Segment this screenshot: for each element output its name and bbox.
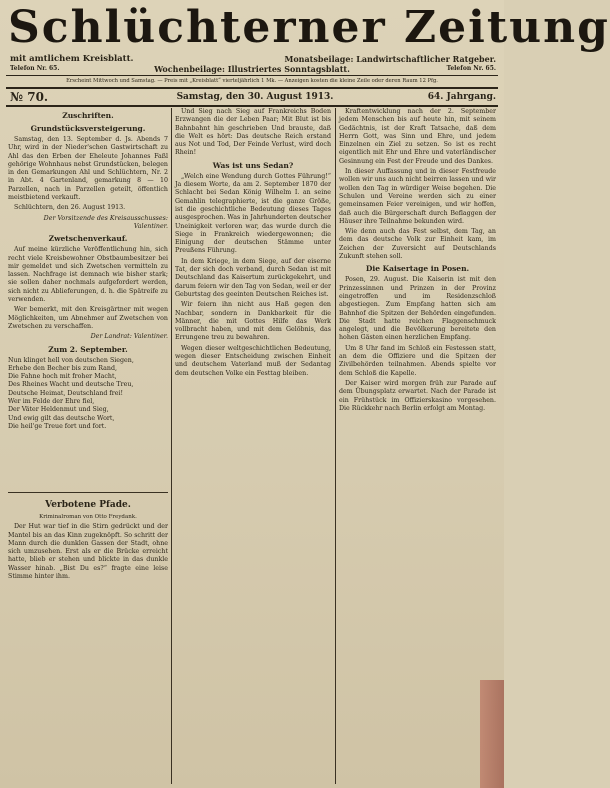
issue-year: 64. Jahrgang.	[427, 92, 496, 102]
verse-line: Erhebe den Becher bis zum Rand,	[8, 364, 117, 372]
paragraph: Der Kaiser wird morgen früh zur Parade auf dem Übungsplatz erwartet. Nach der Parade ist ein Frühstück im Offizierskasino vorgesehen. Die Rückkehr nach Berlin erfolgt am Montag.	[339, 379, 496, 412]
column-2	[175, 108, 331, 784]
verse-line: Die Fahne hoch mit froher Macht,	[8, 373, 117, 381]
paragraph: In dieser Auffassung und in dieser Festfreude wollen wir uns auch nicht beirren lassen und wir wollen den Tag in würdiger Weise begehen. Die Schulen und Vereine werden sich zu einer gemeinsamen Feier vereinigen, und wir hoffen, daß auch die Bürgerschaft durch Beflaggen der Häuser ihre Teilnahme bekunden wird.	[339, 168, 496, 225]
heading: Was ist uns Sedan?	[212, 160, 294, 170]
paragraph: Um 8 Uhr fand im Schloß ein Festessen statt, an dem die Offiziere und die Spitzen der Zivilbehörden teilnahmen. Abends spielte vor dem Schloß die Kapelle.	[339, 344, 496, 377]
issue-number: № 70.	[10, 90, 49, 104]
masthead-title: Schlüchterner Zeitung	[8, 2, 610, 53]
heading: Grundstücksversteigerung.	[30, 124, 146, 133]
heading: Die Kaisertage in Posen.	[365, 264, 470, 274]
paragraph: Posen, 29. August. Die Kaiserin ist mit den Prinzessinnen und Prinzen in der Provinz eingetroffen und im Residenzschloß abgestiegen. Zum Empfang hatten sich am Bahnhof die Spitzen der Behörden eingefunden. Die Stadt hatte reichen Flaggenschmuck angelegt, und die Bevölkerung bereitete den hohen Gästen einen herzlichen Empfang.	[339, 276, 496, 342]
paragraph: „Welch eine Wendung durch Gottes Führung!“ Ja diesem Worte, da am 2. September 1870 der Schlacht bei Sedan König Wilhelm I. an seine Gemahlin telegraphierte, ist die ganze Größe, ist die geschichtliche Bedeutung dieses Tages ausgesprochen. Was in Jahrhunderten deutscher Uneinigkeit verloren war, das wurde durch die Siege in Frankreich wiedergewonnen; die Einigung der deutschen Stämme unter Preußens Führung.	[175, 172, 331, 255]
phone-left: Telefon Nr. 65.	[10, 65, 60, 72]
tagline-left: mit amtlichem Kreisblatt.	[10, 54, 134, 64]
serial-title: Verbotene Pfade.	[45, 500, 131, 510]
paper-stain	[480, 680, 504, 788]
heading: Zum 2. September.	[48, 344, 128, 354]
phone-right: Telefon Nr. 65.	[446, 65, 496, 72]
paragraph: Samstag, den 13. September d. Js. Abends 7 Uhr, wird in der Nieder'schen Gastwirtschaft zu Ahl das den Erben der Eheleute Johannes Faßl gehörige Wohnhaus nebst Grundstücken, belegen in den Gemarkungen Ahl und Schlüchtern, Nr. 2 in Abt. 4 Gartenland, gemarkung 8 — 10 Parzellen, nach in Parzellen geteilt, öffentlich meistbietend verkauft.	[8, 136, 168, 202]
signature: Der Landrat: Valentiner.	[90, 333, 168, 341]
verse-line: Die heil'ge Treue fort und fort.	[8, 422, 107, 430]
heading: Zuschriften.	[62, 111, 114, 120]
column-1-upper	[8, 108, 168, 486]
serial-author: Kriminalroman von Otto Freydank.	[39, 514, 137, 520]
column-divider	[171, 108, 172, 784]
paragraph: Wie denn auch das Fest selbst, dem Tag, an dem das deutsche Volk zur Einheit kam, im Zeichen der Zuversicht auf Deutschlands Zukunft stehen soll.	[339, 228, 496, 261]
signature: Der Vorsitzende des Kreisausschusses: Valentiner.	[43, 214, 168, 230]
paragraph: Kraftentwicklung nach der 2. September jedem Menschen bis auf heute hin, mit seinem Gedächtnis, ist der Kraft Tatsache, daß dem Herrn Gott, was Sinn und Ehre, und jedem Einzelnen ein Ziel zu setzen. So ist es recht eigentlich mit Ehr und Ehre und vaterländischer Gesinnung ein Fest der Freude und des Dankes.	[339, 108, 496, 165]
paragraph: Auf meine kürzliche Veröffentlichung hin, sich recht viele Kreisbewohner Obstbaumbesitzer bei mir gemeldet und sich Zwetschen vermitteln zu lassen. Nachfrage ist demnach wie bisher stark; sie sollen daher nochmals aufgefordert werden, sich nicht zu Ablieferungen, d. h. die Spätreife zu verwenden.	[8, 246, 168, 304]
verse-line: Nun klinget hell von deutschen Siegen,	[8, 356, 134, 364]
terms-line: Erscheint Mittwoch und Samstag. — Preis mit „Kreisblatt“ vierteljährlich 1 Mk. — Anzeigen kosten die kleine Zeile oder deren Raum 12 Pfg.	[66, 78, 438, 84]
paragraph: Der Hut war tief in die Stirn gedrückt und der Mantel bis an das Kinn zugeknöpft. So schritt der Mann durch die dunklen Gassen der Stadt, ohne sich umzusehen. Erst als er die Brücke erreicht hatte, blieb er stehen und blickte in das dunkle Wasser hinab. „Bist Du es?“ fragte eine leise Stimme hinter ihm.	[8, 523, 168, 581]
verse-line: Wer im Felde der Ehre fiel,	[8, 398, 95, 406]
rule	[6, 75, 498, 76]
heading: Zwetschenverkauf.	[48, 234, 128, 244]
section-break	[8, 492, 168, 493]
paragraph: Und Sieg nach Sieg auf Frankreichs Boden Erzwangen die der Leben Paar; Mit Blut ist bis Bahnbahnt hin geschrieben Und brauste, daß die Welt es hört: Das deutsche Reich erstand aus Not und Tod, Der Feinde Verlust, wird doch Rhein!	[175, 108, 331, 157]
paragraph: Schlüchtern, den 26. August 1913.	[14, 204, 126, 212]
paragraph: Wer bemerkt, mit den Kreisgärtner mit wegen Möglichkeiten, um Abnehmer auf Zwetschen von Zwetschen zu verschaffen.	[8, 306, 168, 330]
verse-line: Des Rheines Wacht und deutsche Treu,	[8, 381, 134, 389]
paragraph: Wegen dieser weltgeschichtlichen Bedeutung, wegen dieser Entscheidung zwischen Einheit und deutschem Vaterland muß der Sedantag dem deutschen Volke ein Festtag bleiben.	[175, 344, 331, 377]
verse-line: Deutsche Heimat, Deutschland frei!	[8, 389, 124, 397]
column-1-lower	[8, 496, 168, 784]
issue-date: Samstag, den 30. August 1913.	[176, 92, 334, 102]
verse-line: Der Väter Heldenmut und Sieg,	[8, 406, 109, 414]
paragraph: In dem Kriege, in dem Siege, auf der eiserne Tat, der sich doch verband, durch Sedan ist mit Deutschland das Kaisertum zurückgekehrt, und darum feiern wir den Tag von Sedan, weil er der Geburtstag des geeinten Deutschen Reiches ist.	[175, 257, 331, 298]
rule	[6, 105, 498, 107]
column-divider	[335, 108, 336, 784]
verse-line: Und ewig gilt das deutsche Wort,	[8, 414, 115, 422]
tagline-center: Wochenbeilage: Illustriertes Sonntagsblatt.	[154, 64, 350, 74]
paragraph: Wir feiern ihn nicht aus Haß gegen den Nachbar, sondern in Dankbarkeit für die Männer, die mit Gottes Hilfe das Werk vollbracht haben, und mit dem Gelöbnis, das Errungene treu zu bewahren.	[175, 301, 331, 342]
column-3	[339, 108, 496, 784]
rule	[6, 87, 498, 89]
tagline-right: Monatsbeilage: Landwirtschaftlicher Ratgeber.	[284, 54, 496, 64]
